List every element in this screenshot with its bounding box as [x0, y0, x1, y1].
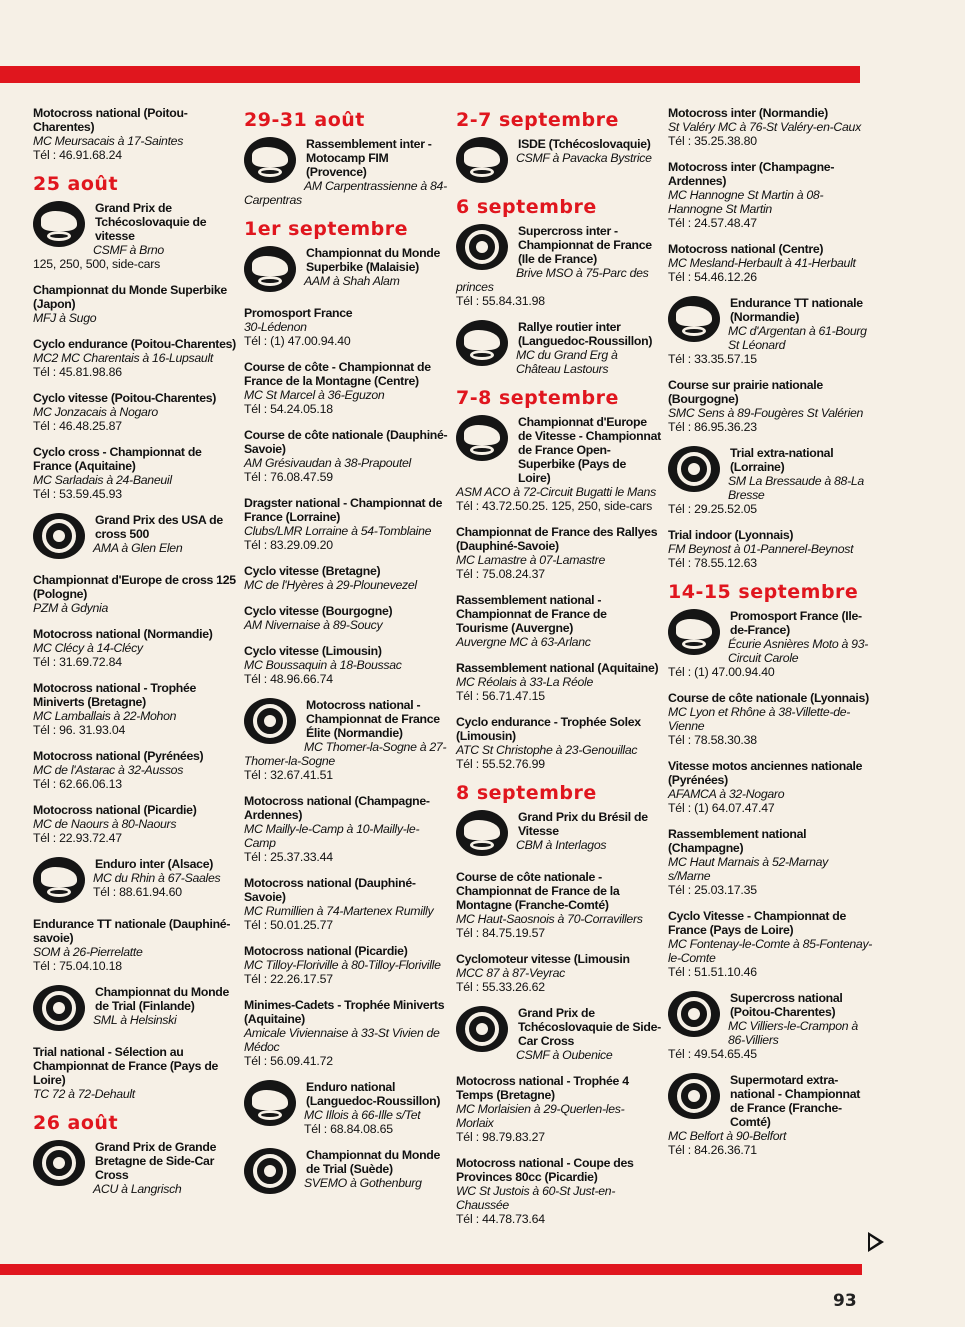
event-club: MC Illois à 66-Ille s/Tet [304, 1108, 421, 1122]
event-listing [668, 160, 873, 230]
event-club: MC Mesland-Herbault à 41-Herbault [668, 256, 856, 270]
event-title: Course sur prairie nationale (Bourgogne) [668, 378, 823, 406]
event-title: Minimes-Cadets - Trophée Miniverts (Aquitaine) [244, 998, 445, 1026]
event-phone: Tél : 86.95.36.23 [668, 420, 757, 434]
event-club: St Valéry MC à 76-St Valéry-en-Caux [668, 120, 861, 134]
event-phone: Tél : 22.26.17.57 [244, 972, 333, 986]
event-listing [668, 446, 873, 516]
event-title: Motocross national - Championnat de France Élite (Normandie) [306, 698, 440, 740]
event-listing [244, 137, 449, 207]
event-phone: Tél : 96. 31.93.04 [33, 723, 126, 737]
date-section [244, 219, 449, 1196]
event-title: Vitesse motos anciennes nationale (Pyrénées) [668, 759, 863, 787]
column-1 [33, 106, 238, 1208]
date-heading: 2-7 septembre [456, 109, 619, 131]
event-listing [244, 944, 449, 986]
wheel-icon [33, 985, 85, 1031]
event-club: MC Lyon et Rhône à 38-Villette-de-Vienne [668, 705, 851, 733]
event-title: Championnat du Monde de Trial (Suède) [306, 1148, 441, 1176]
event-title: Championnat du Monde de Trial (Finlande) [95, 985, 230, 1013]
date-heading: 25 août [33, 173, 119, 195]
event-club: MC Clécy à 14-Clécy [33, 641, 143, 655]
event-classes: 125, 250, 500, side-cars [33, 257, 161, 271]
event-listing [668, 528, 873, 570]
event-phone: Tél : 55.84.31.98 [456, 294, 545, 308]
date-section [456, 197, 661, 376]
top-red-bar [0, 66, 860, 83]
event-club: AM Carpentrassienne à 84-Carpentras [244, 179, 447, 207]
event-title: Motocross inter (Champagne-Ardennes) [668, 160, 835, 188]
event-club: SMC Sens à 89-Fougères St Valérien [668, 406, 864, 420]
event-listing [244, 998, 449, 1068]
event-title: Rassemblement inter - Motocamp FIM (Provence) [306, 137, 432, 179]
event-listing [244, 428, 449, 484]
event-phone: Tél : 55.33.26.62 [456, 980, 545, 994]
event-club: MC Rumillien à 74-Martenex Rumilly [244, 904, 434, 918]
event-phone: Tél : 50.01.25.77 [244, 918, 333, 932]
rider-icon [456, 810, 508, 856]
event-club: MC2 MC Charentais à 16-Lupsault [33, 351, 214, 365]
event-club: MC Fontenay-le-Comte à 85-Fontenay-le-Comte [668, 937, 873, 965]
event-listing [244, 306, 449, 348]
event-club: MC du Grand Erg à Château Lastours [516, 348, 618, 376]
event-phone: Tél : 43.72.50.25. 125, 250, side-cars [456, 499, 653, 513]
event-listing [33, 1140, 238, 1196]
event-title: Endurance TT nationale (Dauphiné-savoie) [33, 917, 231, 945]
event-phone: Tél : 25.37.33.44 [244, 850, 333, 864]
event-club: MC du Rhin à 67-Saales [93, 871, 221, 885]
event-club: MC Mailly-le-Camp à 10-Mailly-le-Camp [244, 822, 420, 850]
date-heading: 14-15 septembre [668, 581, 859, 603]
event-club: SM La Bressaude à 88-La Bresse [728, 474, 864, 502]
event-title: Cyclo vitesse (Bretagne) [244, 564, 381, 578]
event-phone: Tél : 54.24.05.18 [244, 402, 333, 416]
event-title: Championnat de France des Rallyes (Dauphiné-Savoie) [456, 525, 658, 553]
event-title: Motocross national (Picardie) [244, 944, 408, 958]
event-phone: Tél : 45.81.98.86 [33, 365, 122, 379]
event-club: WC St Justois à 60-St Just-en-Chaussée [456, 1184, 616, 1212]
date-heading: 6 septembre [456, 196, 597, 218]
event-listing [456, 952, 661, 994]
event-club: CSMF à Oubenice [516, 1048, 613, 1062]
event-title: Championnat d'Europe de cross 125 (Pologne) [33, 573, 236, 601]
event-listing [33, 445, 238, 501]
event-listing [456, 415, 661, 513]
event-title: Course de côte nationale (Lyonnais) [668, 691, 869, 705]
event-club: MC Lamastre à 07-Lamastre [456, 553, 606, 567]
event-title: Cyclo vitesse (Bourgogne) [244, 604, 393, 618]
event-club: MC Haut-Saosnois à 70-Corravillers [456, 912, 643, 926]
event-listing [456, 1006, 661, 1062]
rider-icon [668, 609, 720, 655]
event-title: Cyclo cross - Championnat de France (Aquitaine) [33, 445, 202, 473]
event-listing [33, 106, 238, 162]
column-3 [456, 106, 661, 1238]
event-listing [456, 593, 661, 649]
event-listing [33, 627, 238, 669]
date-section [456, 388, 661, 771]
event-club: MC Belfort à 90-Belfort [668, 1129, 787, 1143]
bottom-red-bar [0, 1264, 862, 1275]
event-title: Motocross national (Champagne-Ardennes) [244, 794, 430, 822]
rider-icon [244, 137, 296, 183]
event-club: ACU à Langrisch [93, 1182, 182, 1196]
event-title: Motocross national - Trophée Miniverts (Bretagne) [33, 681, 197, 709]
event-listing [668, 991, 873, 1061]
event-listing [668, 242, 873, 284]
event-club: SOM à 26-Pierrelatte [33, 945, 143, 959]
event-phone: Tél : 55.52.76.99 [456, 757, 545, 771]
event-club: TC 72 à 72-Dehault [33, 1087, 135, 1101]
event-club: MFJ à Sugo [33, 311, 97, 325]
date-section [668, 582, 873, 1157]
event-phone: Tél : 44.78.73.64 [456, 1212, 545, 1226]
wheel-icon [33, 1140, 85, 1186]
event-phone: Tél : 78.55.12.63 [668, 556, 757, 570]
event-title: Motocross national (Centre) [668, 242, 824, 256]
wheel-icon [668, 1073, 720, 1119]
event-title: Rassemblement national - Championnat de France de Tourisme (Auvergne) [456, 593, 607, 635]
event-title: Grand Prix des USA de cross 500 [95, 513, 223, 541]
event-listing [244, 246, 449, 294]
event-title: Course de côte - Championnat de France de la Montagne (Centre) [244, 360, 431, 388]
event-listing [456, 810, 661, 858]
date-heading: 29-31 août [244, 109, 365, 131]
event-phone: Tél : 24.57.48.47 [668, 216, 757, 230]
event-title: Championnat d'Europe de Vitesse - Championnat de France Open-Superbike (Pays de Loire) [518, 415, 661, 485]
event-listing [456, 1156, 661, 1226]
event-title: Cyclo vitesse (Poitou-Charentes) [33, 391, 217, 405]
event-title: Course de côte nationale - Championnat de France de la Montagne (Franche-Comté) [456, 870, 620, 912]
event-title: Endurance TT nationale (Normandie) [730, 296, 863, 324]
event-title: Promosport France [244, 306, 353, 320]
event-club: MC Villiers-le-Crampon à 86-Villiers [728, 1019, 858, 1047]
event-club: MC de l'Astarac à 32-Aussos [33, 763, 184, 777]
event-phone: Tél : 83.29.09.20 [244, 538, 333, 552]
event-club: CBM à Interlagos [516, 838, 607, 852]
event-listing [668, 378, 873, 434]
event-club: MC Hannogne St Martin à 08-Hannogne St Martin [668, 188, 824, 216]
event-title: Cyclo Vitesse - Championnat de France (Pays de Loire) [668, 909, 847, 937]
event-club: ATC St Christophe à 23-Genouillac [456, 743, 638, 757]
date-heading: 7-8 septembre [456, 387, 619, 409]
wheel-icon [244, 1148, 296, 1194]
event-listing [668, 691, 873, 747]
event-club: MCC 87 à 87-Veyrac [456, 966, 565, 980]
event-phone: Tél : 84.75.19.57 [456, 926, 545, 940]
event-phone: Tél : 32.67.41.51 [244, 768, 333, 782]
event-phone: Tél : 54.46.12.26 [668, 270, 757, 284]
rider-icon [33, 201, 85, 247]
event-club: AM Grésivaudan à 38-Prapoutel [244, 456, 411, 470]
event-title: Motocross national (Dauphiné-Savoie) [244, 876, 416, 904]
event-club: MC Lamballais à 22-Mohon [33, 709, 177, 723]
event-listing [668, 296, 873, 366]
event-club: MC de l'Hyères à 29-Plounevezel [244, 578, 417, 592]
event-listing [668, 827, 873, 897]
event-listing [456, 224, 661, 308]
event-title: Grand Prix de Grande Bretagne de Side-Car Cross [95, 1140, 217, 1182]
event-listing [668, 909, 873, 979]
event-club: AM Nivernaise à 89-Soucy [244, 618, 383, 632]
event-title: Enduro national (Languedoc-Roussillon) [306, 1080, 441, 1108]
column-4 [668, 106, 873, 1169]
date-heading: 8 septembre [456, 782, 597, 804]
event-title: Motocross national (Normandie) [33, 627, 213, 641]
event-listing [668, 1073, 873, 1157]
event-phone: Tél : 75.04.10.18 [33, 959, 122, 973]
event-phone: Tél : 33.35.57.15 [668, 352, 757, 366]
wheel-icon [668, 991, 720, 1037]
event-club: MC Thomer-la-Sogne à 27-Thomer-la-Sogne [244, 740, 447, 768]
event-club: SML à Helsinski [93, 1013, 177, 1027]
event-club: MC Jonzacais à Nogaro [33, 405, 158, 419]
event-club: SVEMO à Gothenburg [304, 1176, 422, 1190]
event-club: MC Tilloy-Floriville à 80-Tilloy-Floriville [244, 958, 441, 972]
event-phone: Tél : 31.69.72.84 [33, 655, 122, 669]
event-club: FM Beynost à 01-Pannerel-Beynost [668, 542, 854, 556]
next-page-arrow-icon[interactable] [868, 1232, 884, 1252]
event-phone: Tél : 56.71.47.15 [456, 689, 545, 703]
rider-icon [668, 296, 720, 342]
event-listing [456, 715, 661, 771]
event-phone: Tél : (1) 64.07.47.47 [668, 801, 775, 815]
event-phone: Tél : 46.91.68.24 [33, 148, 122, 162]
event-title: Grand Prix de Tchécoslovaquie de vitesse [95, 201, 207, 243]
event-listing [456, 137, 661, 185]
event-title: Cyclo endurance (Poitou-Charentes) [33, 337, 236, 351]
event-title: Rallye routier inter (Languedoc-Roussillon) [518, 320, 653, 348]
event-listing [456, 870, 661, 940]
event-listing [244, 1080, 449, 1136]
event-listing [33, 337, 238, 379]
event-title: Cyclo endurance - Trophée Solex (Limousin) [456, 715, 641, 743]
event-listing [244, 794, 449, 864]
event-listing [244, 604, 449, 632]
event-title: Cyclo vitesse (Limousin) [244, 644, 382, 658]
wheel-icon [668, 446, 720, 492]
wheel-icon [33, 513, 85, 559]
event-listing [33, 917, 238, 973]
event-listing [33, 573, 238, 615]
wheel-icon [456, 1006, 508, 1052]
event-listing [33, 1045, 238, 1101]
event-club: MC d'Argentan à 61-Bourg St Léonard [728, 324, 867, 352]
event-phone: Tél : 76.08.47.59 [244, 470, 333, 484]
date-section [456, 783, 661, 1226]
wheel-icon [456, 224, 508, 270]
date-section [33, 106, 238, 162]
date-section [456, 110, 661, 185]
event-listing [456, 525, 661, 581]
date-section [33, 1113, 238, 1196]
event-club: Brive MSO à 75-Parc des princes [456, 266, 649, 294]
event-phone: Tél : 75.08.24.37 [456, 567, 545, 581]
event-title: Enduro inter (Alsace) [95, 857, 214, 871]
event-phone: Tél : 62.66.06.13 [33, 777, 122, 791]
event-title: Supercross inter - Championnat de France (Ile de France) [518, 224, 652, 266]
event-title: Motocross national - Coupe des Provinces 80cc (Picardie) [456, 1156, 634, 1184]
event-listing [668, 759, 873, 815]
event-title: Motocross national (Poitou-Charentes) [33, 106, 188, 134]
event-title: Supercross national (Poitou-Charentes) [730, 991, 843, 1019]
event-title: Dragster national - Championnat de France (Lorraine) [244, 496, 443, 524]
event-club: MC St Marcel à 36-Eguzon [244, 388, 385, 402]
event-listing [244, 698, 449, 782]
event-club: Écurie Asnières Moto à 93-Circuit Carole [728, 637, 869, 665]
event-listing [33, 391, 238, 433]
rider-icon [456, 415, 508, 461]
event-phone: Tél : 49.54.65.45 [668, 1047, 757, 1061]
event-listing [33, 283, 238, 325]
event-club: MC Sarladais à 24-Baneuil [33, 473, 172, 487]
event-title: Championnat du Monde Superbike (Japon) [33, 283, 227, 311]
wheel-icon [244, 698, 296, 744]
event-title: Trial indoor (Lyonnais) [668, 528, 794, 542]
event-phone: Tél : 88.61.94.60 [93, 885, 182, 899]
event-listing [33, 513, 238, 561]
event-club: Clubs/LMR Lorraine à 54-Tomblaine [244, 524, 432, 538]
event-title: ISDE (Tchécoslovaquie) [518, 137, 651, 151]
event-club: MC Morlaisien à 29-Querlen-les-Morlaix [456, 1102, 625, 1130]
event-listing [244, 496, 449, 552]
event-club: MC de Naours à 80-Naours [33, 817, 177, 831]
event-phone: Tél : 53.59.45.93 [33, 487, 122, 501]
event-club: Auvergne MC à 63-Arlanc [456, 635, 591, 649]
column-2 [244, 106, 449, 1208]
event-listing [456, 1074, 661, 1144]
event-club: MC Meursacais à 17-Saintes [33, 134, 184, 148]
event-club: Amicale Viviennaise à 33-St Vivien de Médoc [244, 1026, 440, 1054]
event-title: Rassemblement national (Champagne) [668, 827, 807, 855]
event-listing [244, 360, 449, 416]
event-listing [244, 564, 449, 592]
page-number: 93 [833, 1291, 857, 1311]
event-phone: Tél : 25.03.17.35 [668, 883, 757, 897]
event-listing [33, 857, 238, 905]
date-section [33, 174, 238, 1101]
event-title: Trial extra-national (Lorraine) [730, 446, 834, 474]
event-title: Championnat du Monde Superbike (Malaisie) [306, 246, 441, 274]
event-phone: Tél : 51.51.10.46 [668, 965, 757, 979]
event-club: ASM ACO à 72-Circuit Bugatti le Mans [456, 485, 656, 499]
event-listing [33, 985, 238, 1033]
event-listing [456, 320, 661, 376]
event-club: CSMF à Pavacka Bystrice [516, 151, 652, 165]
event-phone: Tél : 46.48.25.87 [33, 419, 122, 433]
event-title: Promosport France (Ile-de-France) [730, 609, 862, 637]
event-phone: Tél : 48.96.66.74 [244, 672, 333, 686]
event-club: AFAMCA à 32-Nogaro [668, 787, 785, 801]
event-title: Motocross national - Trophée 4 Temps (Bretagne) [456, 1074, 629, 1102]
rider-icon [456, 137, 508, 183]
event-phone: Tél : 22.93.72.47 [33, 831, 122, 845]
event-phone: Tél : 56.09.41.72 [244, 1054, 333, 1068]
date-section [244, 110, 449, 207]
date-heading: 1er septembre [244, 218, 409, 240]
event-phone: Tél : (1) 47.00.94.40 [244, 334, 351, 348]
event-club: MC Haut Marnais à 52-Marnay s/Marne [668, 855, 829, 883]
event-club: PZM à Gdynia [33, 601, 108, 615]
event-phone: Tél : 84.26.36.71 [668, 1143, 757, 1157]
rider-icon [244, 1080, 296, 1126]
event-phone: Tél : (1) 47.00.94.40 [668, 665, 775, 679]
event-listing [33, 749, 238, 791]
event-title: Grand Prix de Tchécoslovaquie de Side-Car Cross [518, 1006, 661, 1048]
event-title: Motocross inter (Normandie) [668, 106, 828, 120]
event-club: AAM à Shah Alam [304, 274, 400, 288]
date-heading: 26 août [33, 1112, 119, 1134]
event-title: Course de côte nationale (Dauphiné-Savoie) [244, 428, 448, 456]
event-title: Trial national - Sélection au Championnat de France (Pays de Loire) [33, 1045, 219, 1087]
rider-icon [33, 857, 85, 903]
rider-icon [456, 320, 508, 366]
event-title: Rassemblement national (Aquitaine) [456, 661, 659, 675]
event-club: AMA à Glen Elen [93, 541, 183, 555]
event-listing [244, 876, 449, 932]
event-listing [668, 609, 873, 679]
event-title: Cyclomoteur vitesse (Limousin [456, 952, 630, 966]
event-phone: Tél : 98.79.83.27 [456, 1130, 545, 1144]
event-listing [33, 201, 238, 271]
event-club: MC Réolais à 33-La Réole [456, 675, 594, 689]
date-section [668, 106, 873, 570]
event-phone: Tél : 29.25.52.05 [668, 502, 757, 516]
event-club: CSMF à Brno [93, 243, 164, 257]
event-club: MC Boussaquin à 18-Boussac [244, 658, 402, 672]
event-club: 30-Lédenon [244, 320, 307, 334]
event-phone: Tél : 78.58.30.38 [668, 733, 757, 747]
event-title: Supermotard extra-national - Championnat de France (Franche-Comté) [730, 1073, 861, 1129]
event-listing [33, 681, 238, 737]
event-title: Grand Prix du Brésil de Vitesse [518, 810, 648, 838]
event-title: Motocross national (Picardie) [33, 803, 197, 817]
event-title: Motocross national (Pyrénées) [33, 749, 204, 763]
event-listing [33, 803, 238, 845]
event-phone: Tél : 68.84.08.65 [304, 1122, 393, 1136]
event-listing [244, 1148, 449, 1196]
event-phone: Tél : 35.25.38.80 [668, 134, 757, 148]
event-listing [668, 106, 873, 148]
event-listing [244, 644, 449, 686]
rider-icon [244, 246, 296, 292]
event-listing [456, 661, 661, 703]
